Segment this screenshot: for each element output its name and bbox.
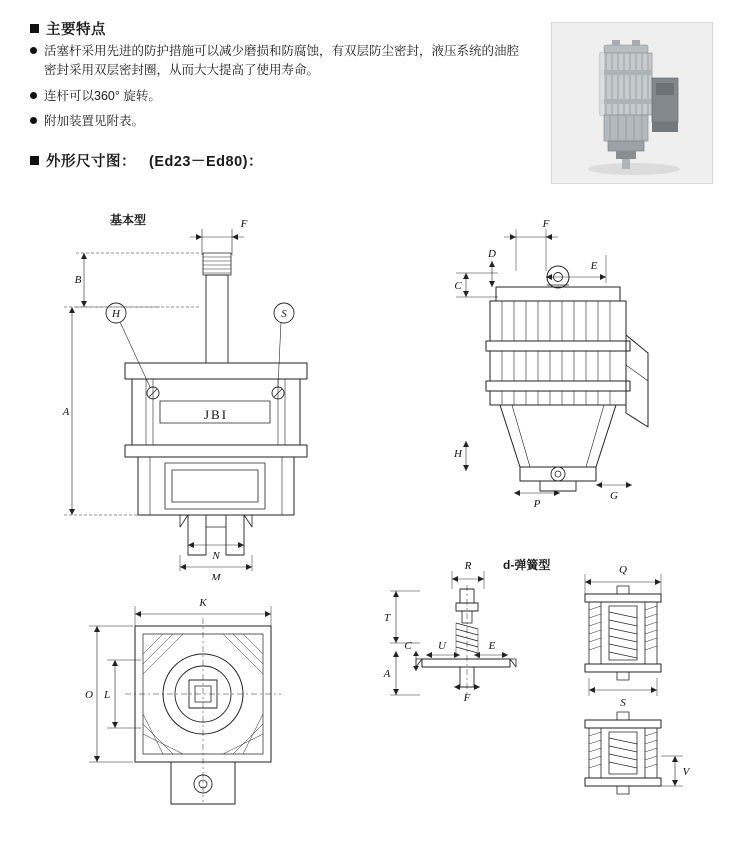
list-item (30, 112, 530, 131)
dim-label-M: M (211, 572, 221, 580)
drawing-spring-detail (360, 555, 540, 715)
dim-label-S5: S (620, 697, 626, 709)
feature-text: 连杆可以360° 旋转。 (44, 88, 161, 103)
list-item (30, 87, 530, 106)
dim-label-V: V (682, 766, 690, 778)
dim-label-F2: F (542, 218, 550, 230)
dim-label-N: N (212, 550, 220, 562)
dim-label-R: R (464, 560, 472, 572)
dim-label-S: S (281, 308, 287, 320)
features-list (30, 42, 530, 138)
dim-label-B: B (74, 274, 82, 286)
basic-type-label: 基本型 (110, 213, 147, 227)
dot-bullet-icon (30, 47, 37, 54)
feature-text: 附加装置见附表。 (44, 114, 145, 129)
dim-label-H: H (112, 308, 120, 320)
dot-bullet-icon (30, 92, 37, 99)
dim-label-F4: F (463, 692, 471, 704)
drawing-front-view (20, 215, 320, 580)
features-title: 主要特点 (46, 22, 106, 38)
dim-label-P2: P (533, 498, 541, 510)
product-photo-image (552, 23, 712, 183)
feature-text: 活塞杆采用先进的防护措施可以减少磨损和防腐蚀，有双层防尘密封，液压系统的油腔密封采用双层密封圈，从而大大提高了使用寿命。 (44, 44, 520, 77)
dim-label-A4: A (383, 668, 391, 680)
dim-label-L: L (103, 689, 111, 701)
dimensions-heading (30, 150, 263, 171)
list-item (30, 42, 530, 80)
dim-label-G2: G (610, 490, 618, 502)
dot-bullet-icon (30, 117, 37, 124)
dim-label-H2: H (454, 448, 462, 460)
drawing-spring-assembly (565, 560, 695, 810)
dim-label-C4: C (404, 640, 412, 652)
dim-label-U: U (438, 640, 446, 652)
dim-label-D2: D (488, 248, 496, 260)
features-heading (30, 18, 106, 39)
dim-label-T: T (383, 612, 391, 624)
dim-label-F: F (240, 218, 248, 230)
product-photo (551, 22, 713, 184)
dim-label-K: K (199, 597, 207, 609)
spring-type-label: d-弹簧型 (503, 558, 551, 572)
dim-label-E2: E (590, 260, 598, 272)
square-bullet-icon (30, 24, 39, 33)
dim-label-C2: C (454, 280, 462, 292)
dim-label-O: O (85, 689, 93, 701)
drawing-bottom-view (75, 592, 325, 832)
dim-label-A: A (62, 406, 70, 418)
dimensions-title: 外形尺寸图： (46, 154, 136, 170)
square-bullet-icon (30, 156, 39, 165)
drawing-side-view (420, 215, 710, 535)
dim-label-Q: Q (619, 564, 627, 576)
body-brand-text: JBI (203, 407, 229, 422)
dimensions-model: (Ed23－Ed80)： (149, 154, 263, 170)
dim-label-E4: E (488, 640, 496, 652)
